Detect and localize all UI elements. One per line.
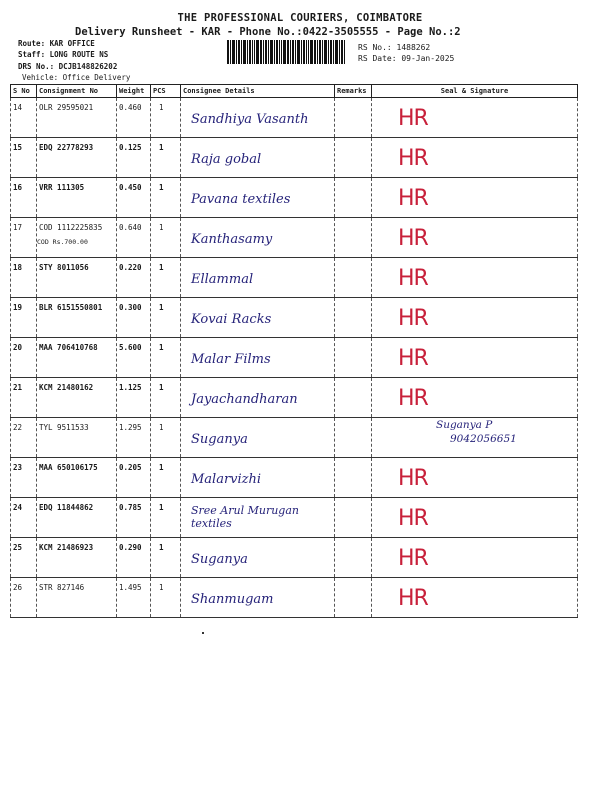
consignment-number: TYL 9511533	[39, 423, 89, 432]
cell-pcs	[151, 298, 181, 338]
cell-seal-signature	[372, 138, 578, 178]
cell-pcs	[151, 218, 181, 258]
consignee-handwriting: Sandhiya Vasanth	[191, 112, 309, 127]
cell-pcs	[151, 258, 181, 298]
runsheet-table	[10, 84, 578, 618]
cell-weight	[117, 218, 151, 258]
pcs-value: 1	[159, 183, 164, 192]
cell-consignment	[37, 338, 117, 378]
runsheet-subtitle: Delivery Runsheet - KAR - Phone No.:0422-3505555 - Page No.:2	[75, 26, 461, 38]
cell-remarks	[335, 298, 372, 338]
table-row	[11, 98, 578, 138]
cell-remarks	[335, 98, 372, 138]
cell-remarks	[335, 378, 372, 418]
weight-value: 0.450	[119, 183, 142, 192]
cell-pcs	[151, 138, 181, 178]
cell-consignee	[181, 498, 335, 538]
cell-remarks	[335, 458, 372, 498]
cell-consignee	[181, 98, 335, 138]
consignment-number: BLR 6151550801	[39, 303, 103, 312]
pcs-value: 1	[159, 343, 164, 352]
cell-consignee	[181, 298, 335, 338]
cell-remarks	[335, 578, 372, 618]
pcs-value: 1	[159, 223, 164, 232]
seal-mark: HR	[398, 226, 428, 251]
seal-mark: HR	[398, 346, 428, 371]
col-remarks: Remarks	[335, 85, 372, 98]
col-consignment: Consignment No	[37, 85, 117, 98]
col-consignee: Consignee Details	[181, 85, 335, 98]
pcs-value: 1	[159, 303, 164, 312]
table-row	[11, 258, 578, 298]
cell-sno	[11, 538, 37, 578]
sno-text: 20	[13, 343, 23, 352]
sno-text: 17	[13, 223, 23, 232]
cell-remarks	[335, 498, 372, 538]
sno-text: 26	[13, 583, 23, 592]
sno-text: 22	[13, 423, 23, 432]
col-seal-signature: Seal & Signature	[372, 85, 578, 98]
cell-pcs	[151, 178, 181, 218]
consignee-handwriting: Kanthasamy	[191, 232, 273, 247]
consignment-number: STY 8011056	[39, 263, 89, 272]
cell-seal-signature	[372, 378, 578, 418]
seal-mark: HR	[398, 386, 428, 411]
cell-remarks	[335, 138, 372, 178]
sno-text: 21	[13, 383, 23, 392]
pcs-value: 1	[159, 503, 164, 512]
pcs-value: 1	[159, 143, 164, 152]
scan-speck	[202, 632, 204, 634]
weight-value: 0.460	[119, 103, 142, 112]
cell-consignment	[37, 578, 117, 618]
cell-consignee	[181, 338, 335, 378]
cell-weight	[117, 498, 151, 538]
cell-consignment	[37, 218, 117, 258]
cell-consignment	[37, 98, 117, 138]
weight-value: 1.295	[119, 423, 142, 432]
cell-remarks	[335, 338, 372, 378]
consignee-handwriting: Raja gobal	[191, 152, 262, 167]
sno-text: 23	[13, 463, 23, 472]
consignee-handwriting: Pavana textiles	[191, 192, 291, 207]
cell-consignment	[37, 378, 117, 418]
cell-weight	[117, 538, 151, 578]
seal-mark: HR	[398, 466, 428, 491]
weight-value: 0.785	[119, 503, 142, 512]
company-title: THE PROFESSIONAL COURIERS, COIMBATORE	[177, 12, 423, 24]
cell-consignment	[37, 298, 117, 338]
cell-pcs	[151, 578, 181, 618]
cell-consignee	[181, 378, 335, 418]
cell-consignment	[37, 458, 117, 498]
cell-weight	[117, 258, 151, 298]
barcode-image	[227, 40, 345, 64]
consignment-number: VRR 111305	[39, 183, 85, 192]
cell-weight	[117, 418, 151, 458]
weight-value: 0.125	[119, 143, 142, 152]
cell-sno	[11, 418, 37, 458]
cell-sno	[11, 338, 37, 378]
cell-consignment	[37, 538, 117, 578]
sno-text: 24	[13, 503, 23, 512]
seal-mark: HR	[398, 106, 428, 131]
weight-value: 5.600	[119, 343, 142, 352]
cell-pcs	[151, 378, 181, 418]
pcs-value: 1	[159, 543, 164, 552]
cell-consignee	[181, 218, 335, 258]
weight-value: 0.205	[119, 463, 142, 472]
cell-weight	[117, 178, 151, 218]
sno-text: 16	[13, 183, 23, 192]
cell-sno	[11, 178, 37, 218]
cell-sno	[11, 138, 37, 178]
col-weight: Weight	[117, 85, 151, 98]
cell-seal-signature	[372, 458, 578, 498]
cell-sno	[11, 258, 37, 298]
cell-consignment	[37, 418, 117, 458]
consignee-handwriting: Shanmugam	[191, 592, 274, 607]
signature-name: Suganya P	[436, 419, 493, 431]
table-row	[11, 138, 578, 178]
cell-consignment	[37, 258, 117, 298]
consignment-number: STR 827146	[39, 583, 85, 592]
consignment-number: EDQ 11844862	[39, 503, 94, 512]
table-row	[11, 458, 578, 498]
seal-mark: HR	[398, 186, 428, 211]
seal-mark: HR	[398, 306, 428, 331]
consignment-number: MAA 706410768	[39, 343, 98, 352]
table-row	[11, 578, 578, 618]
cell-seal-signature	[372, 578, 578, 618]
table-row	[11, 338, 578, 378]
pcs-value: 1	[159, 423, 164, 432]
col-sno: S No	[11, 85, 37, 98]
consignee-handwriting: Sree Arul Murugan textiles	[191, 504, 299, 530]
rs-number: RS No.: 1488262	[358, 43, 431, 52]
table-row	[11, 218, 578, 258]
table-row	[11, 498, 578, 538]
sno-text: 18	[13, 263, 23, 272]
signature-note	[436, 418, 566, 446]
cell-pcs	[151, 498, 181, 538]
sno-text: 14	[13, 103, 23, 112]
cell-seal-signature	[372, 178, 578, 218]
consignee-handwriting: Kovai Racks	[191, 312, 272, 327]
table-row	[11, 538, 578, 578]
table-row	[11, 298, 578, 338]
cell-pcs	[151, 418, 181, 458]
consignee-handwriting: Ellammal	[191, 272, 254, 287]
cell-pcs	[151, 458, 181, 498]
consignee-handwriting: Malar Films	[191, 352, 271, 367]
consignee-handwriting: Suganya	[191, 552, 248, 567]
consignment-number: OLR 29595021	[39, 103, 94, 112]
cell-weight	[117, 578, 151, 618]
cell-seal-signature	[372, 258, 578, 298]
seal-mark: HR	[398, 506, 428, 531]
sno-text: 19	[13, 303, 23, 312]
cell-consignment	[37, 498, 117, 538]
cell-consignment	[37, 178, 117, 218]
consignee-handwriting: Malarvizhi	[191, 472, 262, 487]
cell-seal-signature	[372, 218, 578, 258]
cell-consignee	[181, 458, 335, 498]
consignment-number: MAA 650106175	[39, 463, 98, 472]
cell-consignee	[181, 578, 335, 618]
pcs-value: 1	[159, 463, 164, 472]
cell-sno	[11, 298, 37, 338]
rs-date: RS Date: 09-Jan-2025	[358, 54, 455, 63]
consignment-number: KCM 21480162	[39, 383, 94, 392]
drs-number: DRS No.: DCJB148826202	[18, 62, 118, 71]
consignment-number: KCM 21486923	[39, 543, 94, 552]
weight-value: 0.640	[119, 223, 142, 232]
seal-mark: HR	[398, 146, 428, 171]
table-row	[11, 378, 578, 418]
cell-consignment	[37, 138, 117, 178]
consignee-handwriting: Jayachandharan	[191, 392, 298, 407]
cell-remarks	[335, 218, 372, 258]
cell-weight	[117, 98, 151, 138]
weight-value: 0.220	[119, 263, 142, 272]
seal-mark: HR	[398, 586, 428, 611]
cell-remarks	[335, 418, 372, 458]
pcs-value: 1	[159, 103, 164, 112]
signature-phone: 9042056651	[450, 433, 517, 445]
consignment-number: COD 1112225835	[39, 223, 103, 232]
table-row	[11, 178, 578, 218]
cell-pcs	[151, 98, 181, 138]
weight-value: 1.495	[119, 583, 142, 592]
consignee-handwriting: Suganya	[191, 432, 248, 447]
cell-sno	[11, 98, 37, 138]
cell-remarks	[335, 538, 372, 578]
col-pcs: PCS	[151, 85, 181, 98]
cell-weight	[117, 338, 151, 378]
consignment-number: EDQ 22778293	[39, 143, 94, 152]
cell-seal-signature	[372, 498, 578, 538]
weight-value: 1.125	[119, 383, 142, 392]
pcs-value: 1	[159, 583, 164, 592]
route-label: Route: KAR OFFICE	[18, 39, 95, 48]
cell-pcs	[151, 538, 181, 578]
cell-weight	[117, 458, 151, 498]
seal-mark: HR	[398, 546, 428, 571]
sno-text: 25	[13, 543, 23, 552]
cell-consignee	[181, 178, 335, 218]
vehicle-label: Vehicle: Office Delivery	[22, 73, 131, 82]
table-header-row	[11, 85, 578, 98]
cell-seal-signature	[372, 338, 578, 378]
cell-sno	[11, 458, 37, 498]
sno-text: 15	[13, 143, 23, 152]
cell-weight	[117, 298, 151, 338]
cell-weight	[117, 378, 151, 418]
cell-remarks	[335, 178, 372, 218]
staff-label: Staff: LONG ROUTE NS	[18, 50, 109, 59]
pcs-value: 1	[159, 263, 164, 272]
cell-sno	[11, 498, 37, 538]
cell-weight	[117, 138, 151, 178]
weight-value: 0.300	[119, 303, 142, 312]
seal-mark: HR	[398, 266, 428, 291]
cod-amount: COD Rs.700.00	[37, 238, 88, 246]
cell-consignee	[181, 258, 335, 298]
cell-seal-signature	[372, 538, 578, 578]
cell-seal-signature	[372, 298, 578, 338]
cell-consignee	[181, 538, 335, 578]
cell-seal-signature	[372, 98, 578, 138]
cell-sno	[11, 578, 37, 618]
cell-pcs	[151, 338, 181, 378]
cell-sno	[11, 378, 37, 418]
pcs-value: 1	[159, 383, 164, 392]
cell-remarks	[335, 258, 372, 298]
cell-consignee	[181, 418, 335, 458]
cell-sno	[11, 218, 37, 258]
cell-consignee	[181, 138, 335, 178]
weight-value: 0.290	[119, 543, 142, 552]
